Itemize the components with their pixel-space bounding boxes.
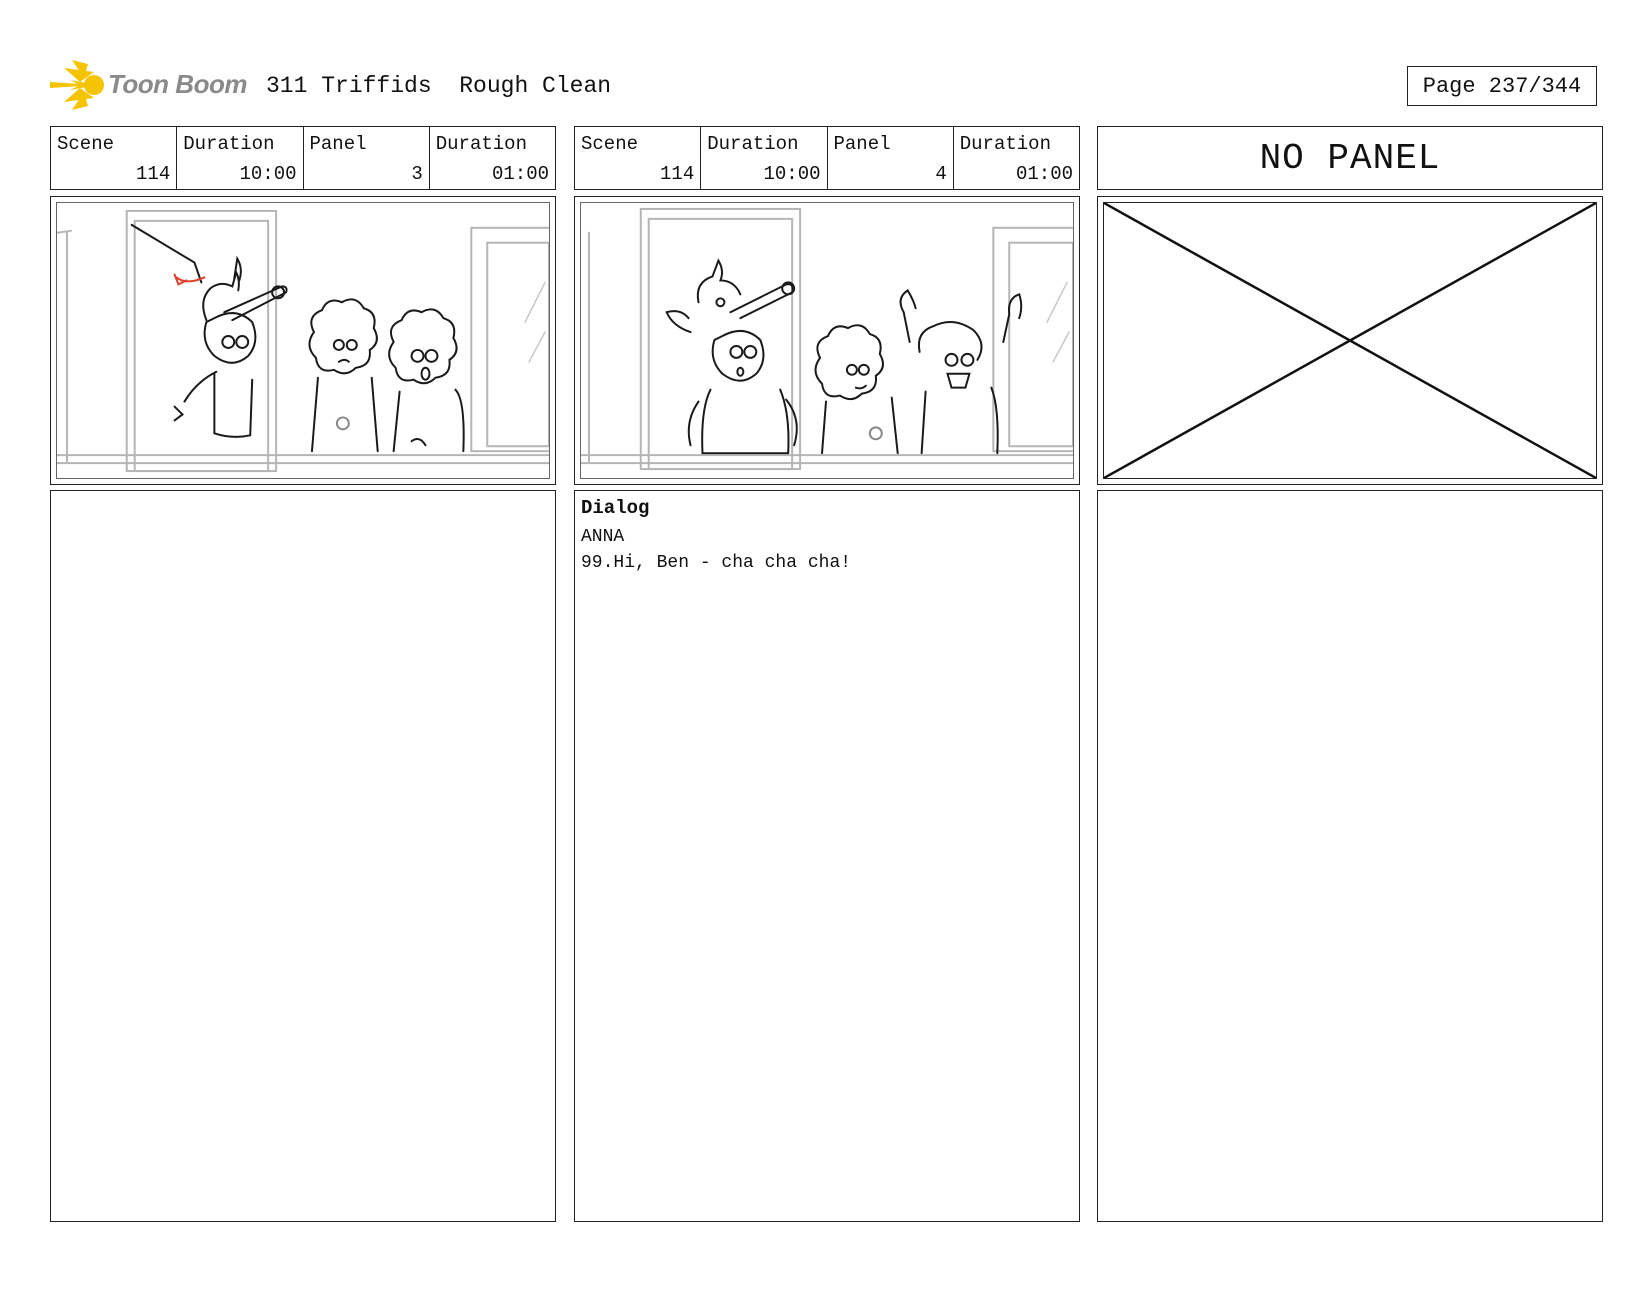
scene-cell [575, 127, 701, 189]
empty-panel-placeholder [1103, 202, 1597, 479]
panel-cell [304, 127, 430, 189]
scene-value: 114 [660, 163, 695, 185]
panel-duration-value: 01:00 [1015, 163, 1073, 185]
panel-image-frame [50, 196, 556, 485]
scene-duration-cell [701, 127, 827, 189]
scene-duration-label: Duration [183, 133, 275, 155]
storyboard-sketch [580, 202, 1074, 479]
panel-duration-cell [430, 127, 555, 189]
page-header [50, 60, 1600, 110]
panel-duration-label: Duration [959, 133, 1051, 155]
dialog-heading: Dialog [581, 497, 650, 519]
notes-box [50, 490, 556, 1222]
toon-boom-logo [50, 60, 250, 110]
scene-duration-cell [177, 127, 303, 189]
panel-column-3 [1097, 126, 1603, 190]
empty-panel-frame [1097, 196, 1603, 485]
panel-info-bar [50, 126, 556, 190]
scene-duration-label: Duration [707, 133, 799, 155]
scene-label: Scene [581, 133, 639, 155]
panel-image-frame [574, 196, 1080, 485]
notes-box [1097, 490, 1603, 1222]
panel-info-bar [574, 126, 1080, 190]
panel-label: Panel [309, 133, 367, 155]
dialog-character: ANNA [581, 527, 625, 547]
panel-info-bar [1097, 126, 1603, 190]
dialog-line: 99.Hi, Ben - cha cha cha! [581, 553, 852, 573]
panel-column-1 [50, 126, 556, 190]
scene-duration-value: 10:00 [763, 163, 821, 185]
scene-duration-value: 10:00 [239, 163, 297, 185]
scene-cell [51, 127, 177, 189]
no-panel-label: NO PANEL [1259, 137, 1441, 179]
page-indicator: Page 237/344 [1407, 66, 1597, 106]
storyboard-sketch [56, 202, 550, 479]
panel-value: 3 [411, 163, 423, 185]
logo-text: Toon Boom [108, 69, 247, 99]
panel-cell [828, 127, 954, 189]
panel-value: 4 [935, 163, 947, 185]
panel-duration-cell [954, 127, 1079, 189]
notes-box [574, 490, 1080, 1222]
document-title: 311 Triffids Rough Clean [266, 73, 612, 99]
scene-value: 114 [136, 163, 171, 185]
scene-label: Scene [57, 133, 115, 155]
panel-duration-value: 01:00 [491, 163, 549, 185]
panel-label: Panel [833, 133, 891, 155]
starburst-icon [50, 60, 110, 110]
x-placeholder-icon [1104, 203, 1596, 478]
panel-duration-label: Duration [435, 133, 527, 155]
panel-column-2 [574, 126, 1080, 573]
